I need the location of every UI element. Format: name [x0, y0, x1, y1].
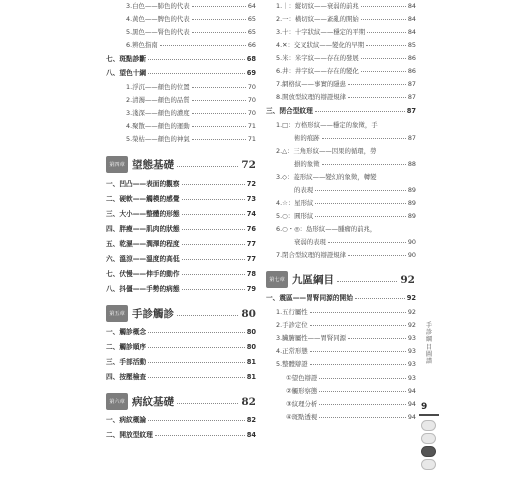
- toc-entry-page: 81: [246, 373, 256, 381]
- toc-entry-title: 7.網格紋——事實的隱患: [276, 80, 347, 88]
- chapter-page: 80: [241, 307, 256, 320]
- toc-entry-title: 七、伏慢——伸手的動作: [106, 270, 180, 278]
- chapter-badge: 第六章: [106, 393, 128, 410]
- toc-entry-page: 89: [407, 199, 416, 207]
- toc-entry-title: ③紋理分析: [286, 400, 318, 408]
- toc-entry-title: 5.黑色——腎色的代表: [126, 28, 190, 36]
- toc-entry-title: 四、按壓檢查: [106, 373, 147, 381]
- page-number: 9: [421, 402, 428, 412]
- toc-entry-page: 93: [407, 374, 416, 382]
- toc-entry: [294, 134, 416, 142]
- toc-entry-page: 80: [246, 343, 256, 351]
- toc-entry-page: 92: [407, 308, 416, 316]
- toc-entry-page: 84: [407, 28, 416, 36]
- toc-entry-title: 1.□：方格形紋——穩定的象徵，手: [276, 121, 378, 129]
- toc-entry-page: 71: [247, 122, 256, 130]
- toc-entry-title: 6.井：井字紋——存在的變化: [276, 67, 359, 75]
- toc-entry: [126, 135, 256, 143]
- dot-leader: [319, 391, 406, 392]
- dot-leader: [361, 6, 406, 7]
- toc-entry-page: 65: [247, 15, 256, 23]
- dot-leader: [192, 126, 246, 127]
- dot-leader: [148, 73, 245, 74]
- dot-leader: [192, 113, 246, 114]
- toc-entry-page: 87: [407, 80, 416, 88]
- toc-entry-page: 89: [407, 186, 416, 194]
- toc-entry-page: 87: [406, 107, 416, 115]
- dot-leader: [177, 315, 238, 316]
- chapter-badge: 第五章: [106, 305, 128, 322]
- chapter-page: 92: [400, 273, 415, 286]
- dot-leader: [192, 100, 246, 101]
- toc-entry-title: ①望色辯證: [286, 374, 318, 382]
- toc-entry: [126, 15, 256, 23]
- toc-entry-title: 3.十：十字狀紋——穩定的平期: [276, 28, 366, 36]
- dot-leader: [182, 214, 245, 215]
- toc-entry: [276, 41, 416, 49]
- chapter-title: 手診觸診: [132, 308, 174, 320]
- dot-leader: [322, 164, 406, 165]
- dot-leader: [192, 139, 246, 140]
- toc-entry-title: 6.○・◎：島形紋——腫瘤的前兆，: [276, 225, 377, 233]
- toc-entry-title: ④斑點透視: [286, 413, 318, 421]
- toc-entry-title: 衰弱的表現: [294, 238, 326, 246]
- toc-entry-title: 四、胖瘦——肌肉的狀態: [106, 225, 180, 233]
- toc-entry-page: 84: [246, 431, 256, 439]
- toc-entry: [276, 308, 416, 316]
- toc-entry: [106, 358, 256, 366]
- toc-entry-title: 一、震區——胃腎同源的開始: [266, 294, 353, 302]
- dot-leader: [361, 71, 406, 72]
- toc-entry-page: 76: [246, 225, 256, 233]
- toc-entry: [286, 400, 416, 408]
- toc-entry-page: 65: [247, 28, 256, 36]
- toc-entry: [106, 55, 256, 63]
- toc-entry-title: 6.辨色指南: [126, 41, 158, 49]
- toc-entry-title: 一、凹凸——表面的觀察: [106, 180, 180, 188]
- dot-leader: [348, 338, 406, 339]
- toc-entry-page: 90: [407, 251, 416, 259]
- toc-entry-page: 84: [407, 15, 416, 23]
- toc-entry-page: 94: [407, 413, 416, 421]
- toc-entry-page: 70: [247, 83, 256, 91]
- chapter-badge: 第四章: [106, 156, 128, 173]
- toc-entry-page: 66: [247, 41, 256, 49]
- dot-leader: [148, 347, 245, 348]
- toc-entry: [276, 173, 416, 181]
- toc-entry-title: 一、觸診概念: [106, 328, 147, 336]
- toc-entry: [276, 67, 416, 75]
- toc-entry-title: 三、手部活動: [106, 358, 147, 366]
- dot-leader: [348, 84, 406, 85]
- dot-leader: [182, 229, 245, 230]
- toc-entry-title: 3.臟腑屬性——胃腎同源: [276, 334, 347, 342]
- dot-leader: [328, 242, 406, 243]
- chapter-title: 九區綱目: [292, 274, 334, 286]
- toc-entry-title: 3.淺深——顏色的濃度: [126, 109, 190, 117]
- toc-entry-page: 78: [246, 270, 256, 278]
- toc-entry-page: 81: [246, 358, 256, 366]
- chapter-title: 望態基礎: [132, 159, 174, 171]
- toc-entry: [276, 360, 416, 368]
- toc-entry-page: 77: [246, 255, 256, 263]
- toc-entry: [106, 69, 256, 77]
- dot-leader: [155, 435, 245, 436]
- dot-leader: [319, 417, 406, 418]
- toc-entry: [106, 210, 256, 218]
- toc-entry-page: 80: [246, 328, 256, 336]
- chapter-badge: 第七章: [266, 271, 288, 288]
- chapter-tab-dot: [421, 420, 436, 431]
- toc-entry: [276, 54, 416, 62]
- toc-entry: [126, 109, 256, 117]
- toc-entry-title: 4.聚散——顏色的運動: [126, 122, 190, 130]
- dot-leader: [177, 166, 238, 167]
- dot-leader: [182, 184, 245, 185]
- dot-leader: [315, 216, 406, 217]
- toc-entry-title: 六、溫涼——溫度的高低: [106, 255, 180, 263]
- toc-entry: [276, 2, 416, 10]
- toc-entry-title: 術的痕跡: [294, 134, 320, 142]
- toc-entry-title: 3.白色——肺色的代表: [126, 2, 190, 10]
- toc-entry: [106, 373, 256, 381]
- dot-leader: [337, 281, 397, 282]
- toc-entry: [106, 180, 256, 188]
- toc-entry-page: 64: [247, 2, 256, 10]
- toc-entry-page: 93: [407, 347, 416, 355]
- toc-entry-page: 94: [407, 387, 416, 395]
- toc-entry-title: 5.米：米字紋——存在的發展: [276, 54, 359, 62]
- toc-entry-title: 5.整體辯證: [276, 360, 308, 368]
- dot-leader: [348, 255, 406, 256]
- toc-entry-page: 69: [246, 69, 256, 77]
- chapter-title: 病紋基礎: [132, 396, 174, 408]
- toc-entry: [286, 374, 416, 382]
- dot-leader: [361, 19, 406, 20]
- toc-entry-title: 2.清濁——顏色的品質: [126, 96, 190, 104]
- dot-leader: [348, 97, 406, 98]
- dot-leader: [148, 59, 245, 60]
- dot-leader: [192, 6, 246, 7]
- toc-entry-title: 4.☆：星形紋: [276, 199, 314, 207]
- dot-leader: [310, 312, 406, 313]
- chapter-page: 82: [241, 395, 256, 408]
- chapter-heading: [106, 156, 256, 173]
- toc-entry: [126, 28, 256, 36]
- chapter-heading: [106, 305, 256, 322]
- toc-entry: [276, 225, 416, 233]
- toc-entry-page: 86: [407, 67, 416, 75]
- toc-entry-title: 4.正常形態: [276, 347, 308, 355]
- dot-leader: [177, 403, 238, 404]
- toc-entry-title: 三、大小——整體的形態: [106, 210, 180, 218]
- toc-entry-title: 1.五行屬性: [276, 308, 308, 316]
- toc-entry: [276, 80, 416, 88]
- toc-entry-page: 92: [407, 321, 416, 329]
- toc-entry-title: 2.一：橫切紋——紊亂的開始: [276, 15, 359, 23]
- toc-entry: [106, 255, 256, 263]
- toc-entry: [106, 240, 256, 248]
- toc-entry-page: 88: [407, 160, 416, 168]
- dot-leader: [310, 364, 406, 365]
- toc-entry-title: 三、閉合型紋理: [266, 107, 313, 115]
- toc-entry-page: 90: [407, 238, 416, 246]
- toc-entry: [276, 121, 416, 129]
- chapter-heading: [266, 271, 415, 288]
- toc-entry-page: 77: [246, 240, 256, 248]
- toc-entry: [126, 96, 256, 104]
- toc-entry: [126, 41, 256, 49]
- toc-entry-title: 2.△：三角形紋——因果的循環，勞: [276, 147, 377, 155]
- toc-entry-page: 70: [247, 96, 256, 104]
- dot-leader: [367, 32, 406, 33]
- toc-entry-title: 5.○：圓形紋: [276, 212, 314, 220]
- dot-leader: [182, 199, 245, 200]
- chapter-tab-dot: [421, 433, 436, 444]
- dot-leader: [310, 351, 406, 352]
- toc-entry-title: 八、抖僵——手勢的病態: [106, 285, 180, 293]
- dot-leader: [315, 190, 406, 191]
- toc-entry: [276, 334, 416, 342]
- dot-leader: [315, 111, 405, 112]
- dot-leader: [160, 45, 246, 46]
- dot-leader: [319, 378, 406, 379]
- toc-entry: [106, 416, 256, 424]
- toc-entry-title: 一、病紋概論: [106, 416, 147, 424]
- toc-entry: [286, 413, 416, 421]
- toc-entry-title: 3.◇：菱形紋——變幻的象徵，轉變: [276, 173, 377, 181]
- dot-leader: [148, 332, 245, 333]
- toc-entry: [106, 270, 256, 278]
- chapter-tab-dot-active: [421, 446, 436, 457]
- toc-entry: [106, 195, 256, 203]
- toc-entry-title: 五、乾濕——潤澤的程度: [106, 240, 180, 248]
- toc-entry-title: 二、開放型紋理: [106, 431, 153, 439]
- toc-entry-page: 68: [246, 55, 256, 63]
- toc-entry-title: 4.黃色——脾色的代表: [126, 15, 190, 23]
- toc-entry-page: 72: [246, 180, 256, 188]
- toc-entry-page: 71: [247, 135, 256, 143]
- toc-entry: [276, 347, 416, 355]
- toc-entry-page: 86: [407, 54, 416, 62]
- toc-entry: [106, 225, 256, 233]
- toc-entry: [106, 328, 256, 336]
- toc-entry-title: 8.開放型紋理的辯證規律: [276, 93, 347, 101]
- toc-entry-page: 82: [246, 416, 256, 424]
- toc-entry-page: 87: [407, 93, 416, 101]
- toc-entry-page: 92: [406, 294, 416, 302]
- dot-leader: [148, 362, 245, 363]
- toc-entry-title: 1.浮沉——顏色的位置: [126, 83, 190, 91]
- toc-entry: [276, 251, 416, 259]
- toc-entry: [276, 147, 416, 155]
- toc-entry: [126, 122, 256, 130]
- toc-entry: [294, 160, 416, 168]
- toc-entry-page: 74: [246, 210, 256, 218]
- chapter-heading: [106, 393, 256, 410]
- dot-leader: [361, 58, 406, 59]
- toc-entry: [266, 107, 416, 115]
- dot-leader: [310, 325, 406, 326]
- chapter-tab-dot: [421, 459, 436, 470]
- dot-leader: [355, 298, 405, 299]
- dot-leader: [182, 244, 245, 245]
- toc-entry-title: ②觸形察態: [286, 387, 318, 395]
- dot-leader: [315, 203, 405, 204]
- toc-entry-page: 89: [407, 212, 416, 220]
- side-tab-label: 手診綱目圖譜: [425, 322, 433, 366]
- toc-entry-title: 七、斑點診斷: [106, 55, 147, 63]
- toc-entry-title: 2.手診定位: [276, 321, 308, 329]
- toc-entry-page: 87: [407, 134, 416, 142]
- chapter-page: 72: [241, 158, 256, 171]
- toc-entry-title: 的表現: [294, 186, 314, 194]
- toc-entry-page: 79: [246, 285, 256, 293]
- toc-entry-title: 八、望色十綱: [106, 69, 147, 77]
- toc-entry: [276, 28, 416, 36]
- toc-entry: [276, 212, 416, 220]
- toc-entry: [294, 238, 416, 246]
- dot-leader: [182, 274, 245, 275]
- toc-entry: [106, 285, 256, 293]
- toc-entry: [276, 15, 416, 23]
- toc-entry-title: 7.閉合型紋理的辯證規律: [276, 251, 347, 259]
- toc-entry-page: 84: [407, 2, 416, 10]
- dot-leader: [319, 404, 406, 405]
- dot-leader: [148, 377, 245, 378]
- toc-entry-page: 73: [246, 195, 256, 203]
- toc-entry-page: 93: [407, 334, 416, 342]
- tab-divider: [419, 414, 439, 416]
- toc-entry: [294, 186, 416, 194]
- dot-leader: [366, 45, 406, 46]
- toc-entry-title: 1.｜：縱切紋——衰弱的前兆: [276, 2, 359, 10]
- toc-entry-page: 93: [407, 360, 416, 368]
- dot-leader: [182, 289, 245, 290]
- toc-entry-title: 5.榮枯——顏色的神氣: [126, 135, 190, 143]
- toc-entry-page: 70: [247, 109, 256, 117]
- toc-entry: [276, 93, 416, 101]
- toc-entry: [106, 343, 256, 351]
- toc-entry-page: 85: [407, 41, 416, 49]
- toc-entry-title: 二、觸診順序: [106, 343, 147, 351]
- toc-entry: [126, 83, 256, 91]
- toc-entry: [266, 294, 416, 302]
- toc-entry: [276, 321, 416, 329]
- dot-leader: [322, 138, 406, 139]
- toc-entry: [126, 2, 256, 10]
- toc-entry-page: 94: [407, 400, 416, 408]
- dot-leader: [148, 420, 245, 421]
- dot-leader: [182, 259, 245, 260]
- side-tab: [419, 292, 439, 488]
- toc-entry: [106, 431, 256, 439]
- toc-entry: [286, 387, 416, 395]
- toc-entry: [276, 199, 416, 207]
- toc-entry-title: 二、硬軟——觸模的感覺: [106, 195, 180, 203]
- dot-leader: [192, 19, 246, 20]
- dot-leader: [192, 32, 246, 33]
- toc-entry-title: 損的象徵: [294, 160, 320, 168]
- dot-leader: [192, 87, 246, 88]
- toc-entry-title: 4.✕：交叉狀紋——變化的早期: [276, 41, 365, 49]
